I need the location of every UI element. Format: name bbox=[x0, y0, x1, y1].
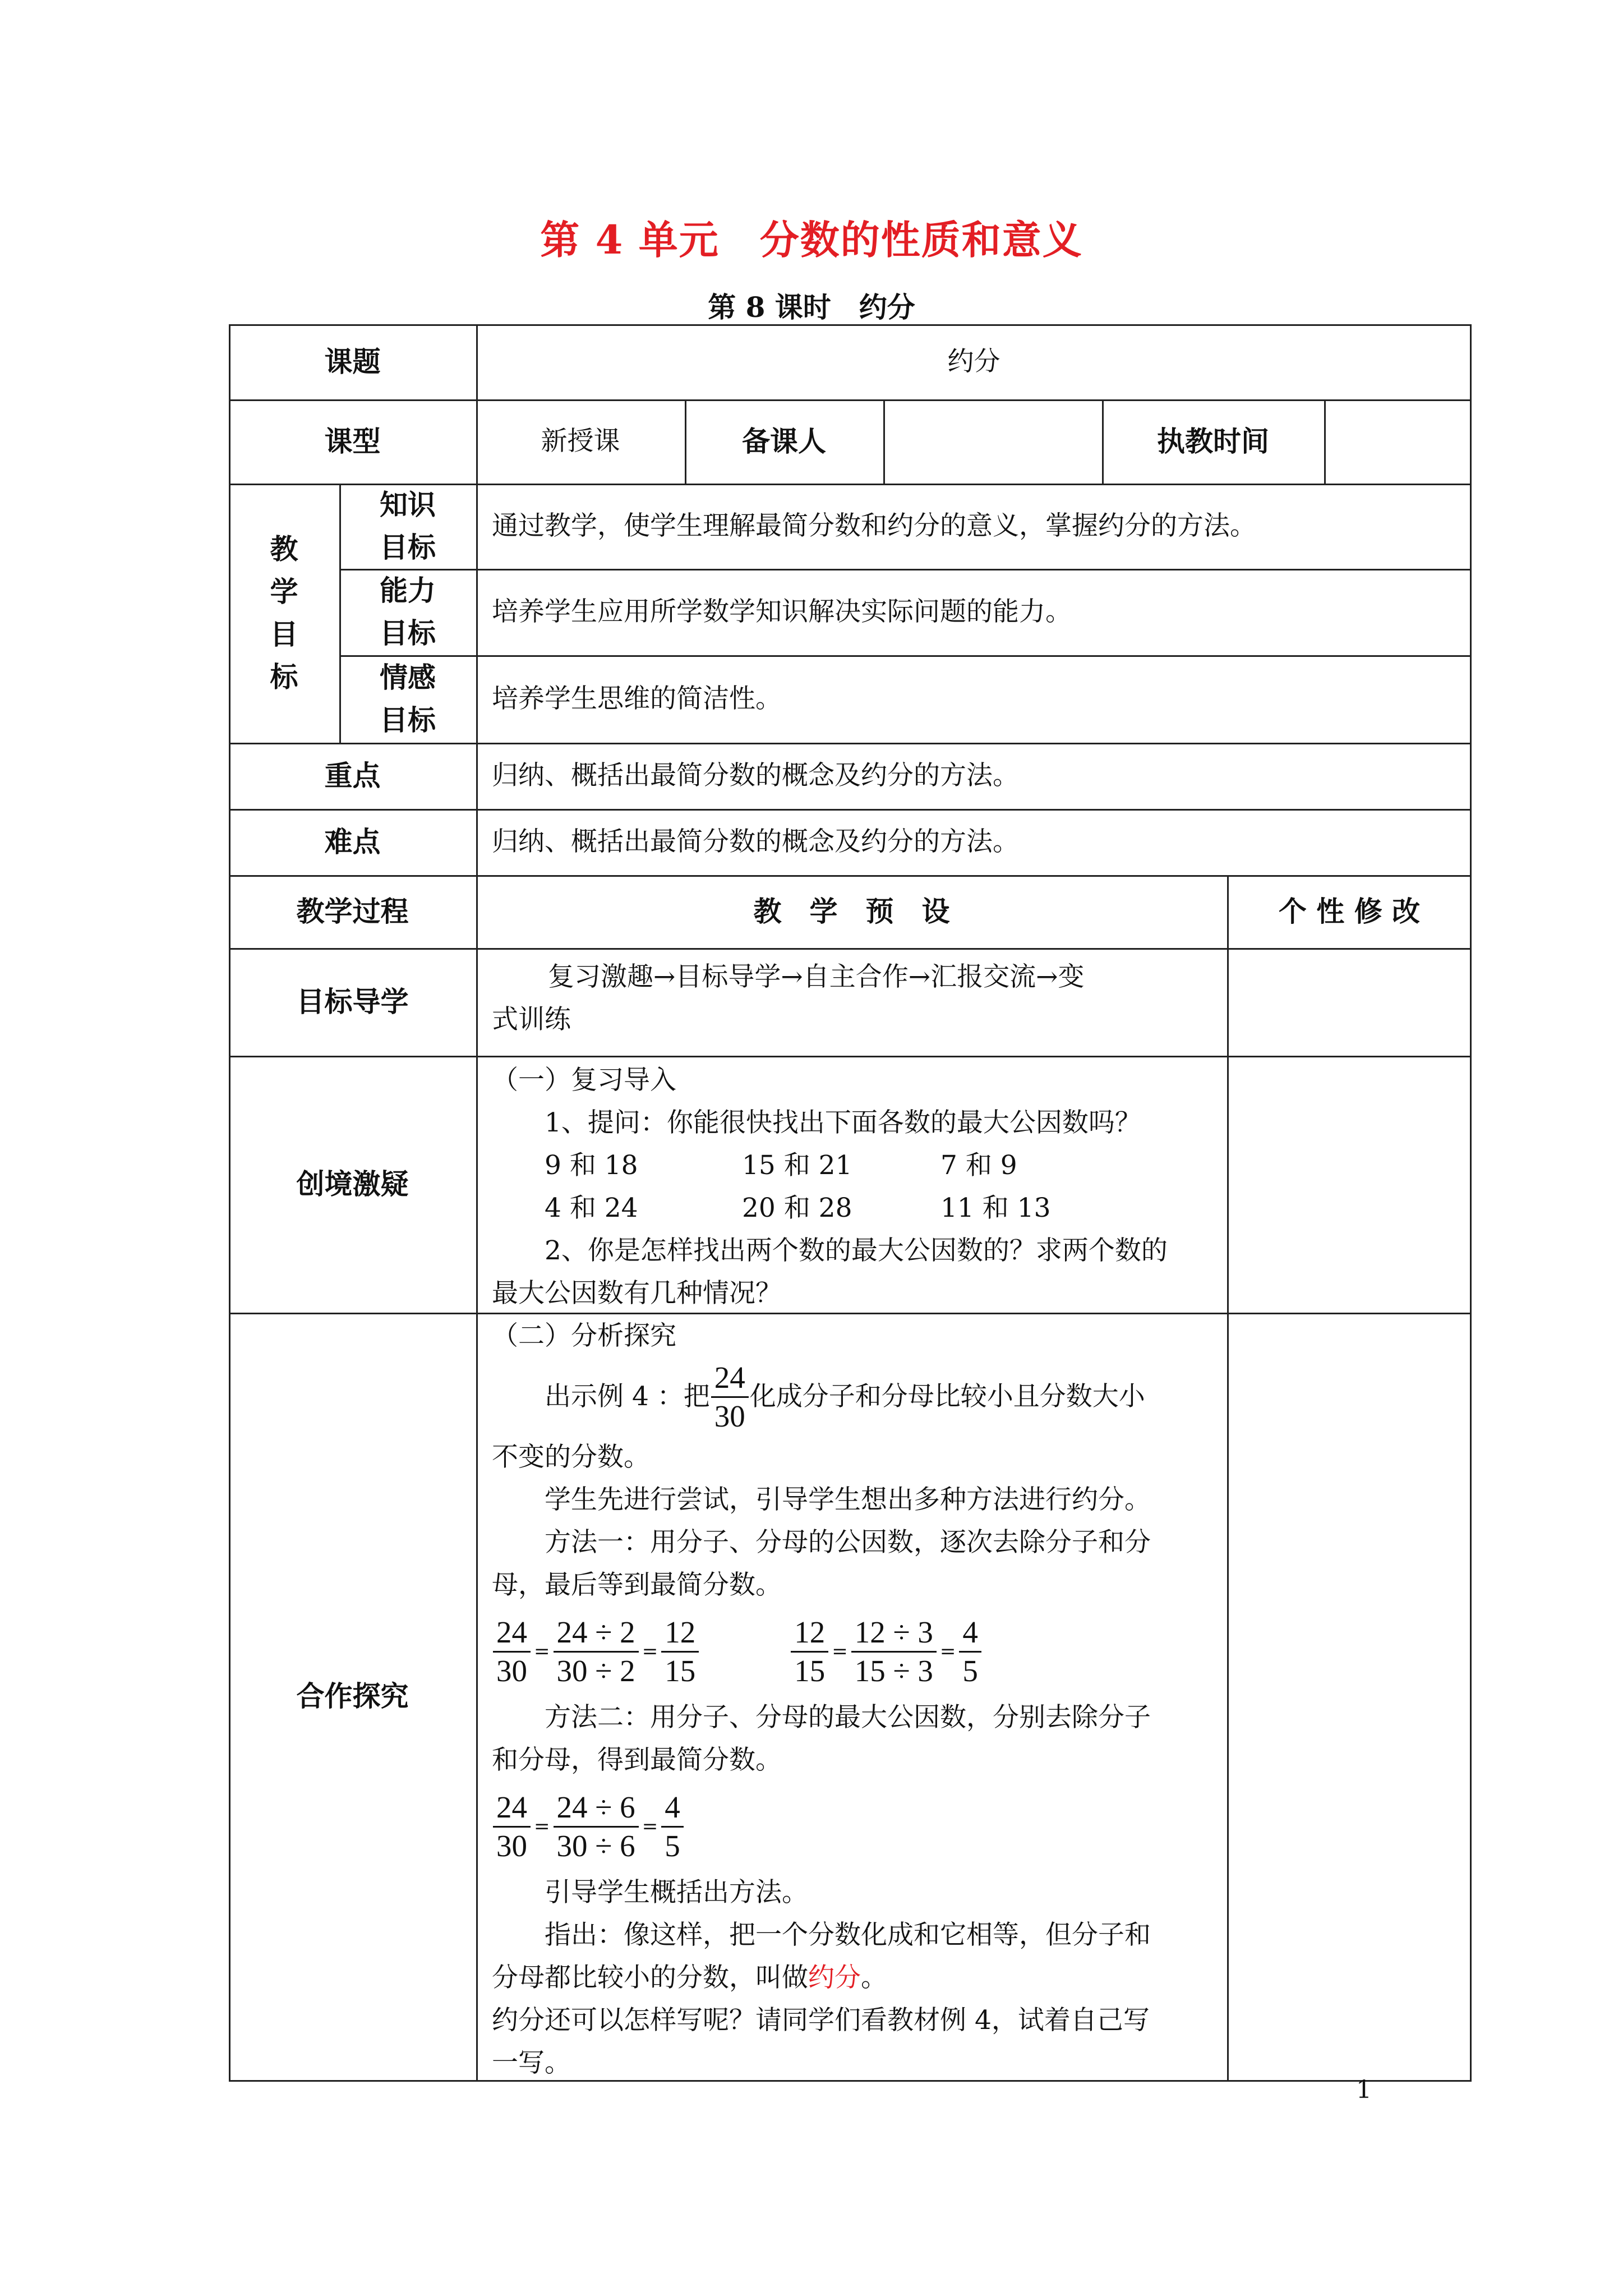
scene-modify-cell bbox=[1227, 1056, 1472, 1313]
ability-goal-text: 培养学生应用所学数学知识解决实际问题的能力。 bbox=[492, 596, 1072, 627]
guide-modify-cell bbox=[1227, 948, 1472, 1056]
topic-label: 课题 bbox=[324, 345, 381, 378]
guide-text: 复习激趣→目标导学→自主合作→汇报交流→变 式训练 bbox=[492, 961, 1085, 1035]
difficulty-label: 难点 bbox=[324, 825, 381, 858]
time-label: 执教时间 bbox=[1157, 425, 1269, 458]
preparer-label: 备课人 bbox=[742, 425, 826, 458]
page-number: 1 bbox=[1356, 2076, 1372, 2104]
modify-header: 个 性 修 改 bbox=[1278, 895, 1421, 928]
difficulty-text: 归纳、概括出最简分数的概念及约分的方法。 bbox=[492, 826, 1019, 857]
highlight-term: 约分 bbox=[808, 1962, 861, 1993]
scene-content: （一）复习导入 1、提问：你能很快找出下面各数的最大公因数吗？ 9 和 18 15 和 21 7 和 9 4 和 24 20 和 28 11 和 13 2、你是怎样找出两个数的最大公因数的？求两个数的 最大公因数有几种情况？ bbox=[492, 1065, 1168, 1309]
topic-value: 约分 bbox=[947, 346, 1000, 377]
coop-content: （二）分析探究 出示例 4 ：把 $\frac{24}{30}$ 化成分子和分母比较小且分数大小 不变的分数。 学生先进行尝试，引导学生想出多种方法进行约分。 方法一：用分子、分母的公因数，逐次去除分子和分 母，最后等到最简分数。 $\frac{24}{30}$ = $\frac{24 \div 2}{30 \div 2}$ = $\frac{12}{15}$ $\frac{12}{15}$ = $\frac{12 \div 3}{15 \div 3}$ = $\frac{4}{5}$ 方法二：用分子、分母的最大公因数，分别去除分子 和分母，得到最简分数。 $\frac{24}{30}$ = $\frac{24 \div 6}{30 \div 6}$ = $\frac{4}{5}$ 引导学生概括出方法。 指出：像这样，把一个分数化成和它相等，但分子和 分母都比较小的分数，叫做约分。 约分还可以怎样写呢？请同学们看教材例 4，试着自己写 一写。 bbox=[476, 1313, 1227, 2080]
document-title: 第 4 单元 分数的性质和意义 bbox=[540, 217, 1083, 263]
lesson-subtitle: 第 8 课时 约分 bbox=[708, 291, 915, 324]
knowledge-goal-label: 知识 目标 bbox=[380, 488, 436, 564]
emotion-goal-label: 情感 目标 bbox=[380, 661, 436, 737]
key-point-label: 重点 bbox=[324, 759, 381, 792]
ability-goal-label: 能力 目标 bbox=[380, 574, 436, 650]
example-fraction: $\frac{24}{30}$ bbox=[711, 1359, 749, 1435]
coop-modify-cell bbox=[1227, 1313, 1472, 2080]
design-header: 教 学 预 设 bbox=[753, 895, 950, 928]
time-value bbox=[1324, 399, 1472, 484]
process-header: 教学过程 bbox=[296, 895, 409, 928]
type-value: 新授课 bbox=[541, 426, 620, 457]
guide-label: 目标导学 bbox=[296, 985, 409, 1018]
emotion-goal-text: 培养学生思维的简洁性。 bbox=[492, 683, 782, 714]
method2-equation: $\frac{24}{30}$ = $\frac{24 \div 6}{30 \div 6}$ = $\frac{4}{5}$ bbox=[492, 1782, 1214, 1871]
type-label: 课型 bbox=[324, 425, 381, 458]
preparer-value bbox=[883, 399, 1102, 484]
coop-label: 合作探究 bbox=[296, 1680, 409, 1713]
method1-equations: $\frac{24}{30}$ = $\frac{24 \div 2}{30 \div 2}$ = $\frac{12}{15}$ $\frac{12}{15}$ = $\frac{12 \div 3}{15 \div 3}$ = $\frac{4}{5}$ bbox=[492, 1607, 1214, 1696]
scene-label: 创境激疑 bbox=[296, 1167, 409, 1200]
goals-label: 教 学 目 标 bbox=[270, 532, 298, 693]
knowledge-goal-text: 通过教学，使学生理解最简分数和约分的意义，掌握约分的方法。 bbox=[492, 510, 1256, 541]
key-point-text: 归纳、概括出最简分数的概念及约分的方法。 bbox=[492, 760, 1019, 791]
